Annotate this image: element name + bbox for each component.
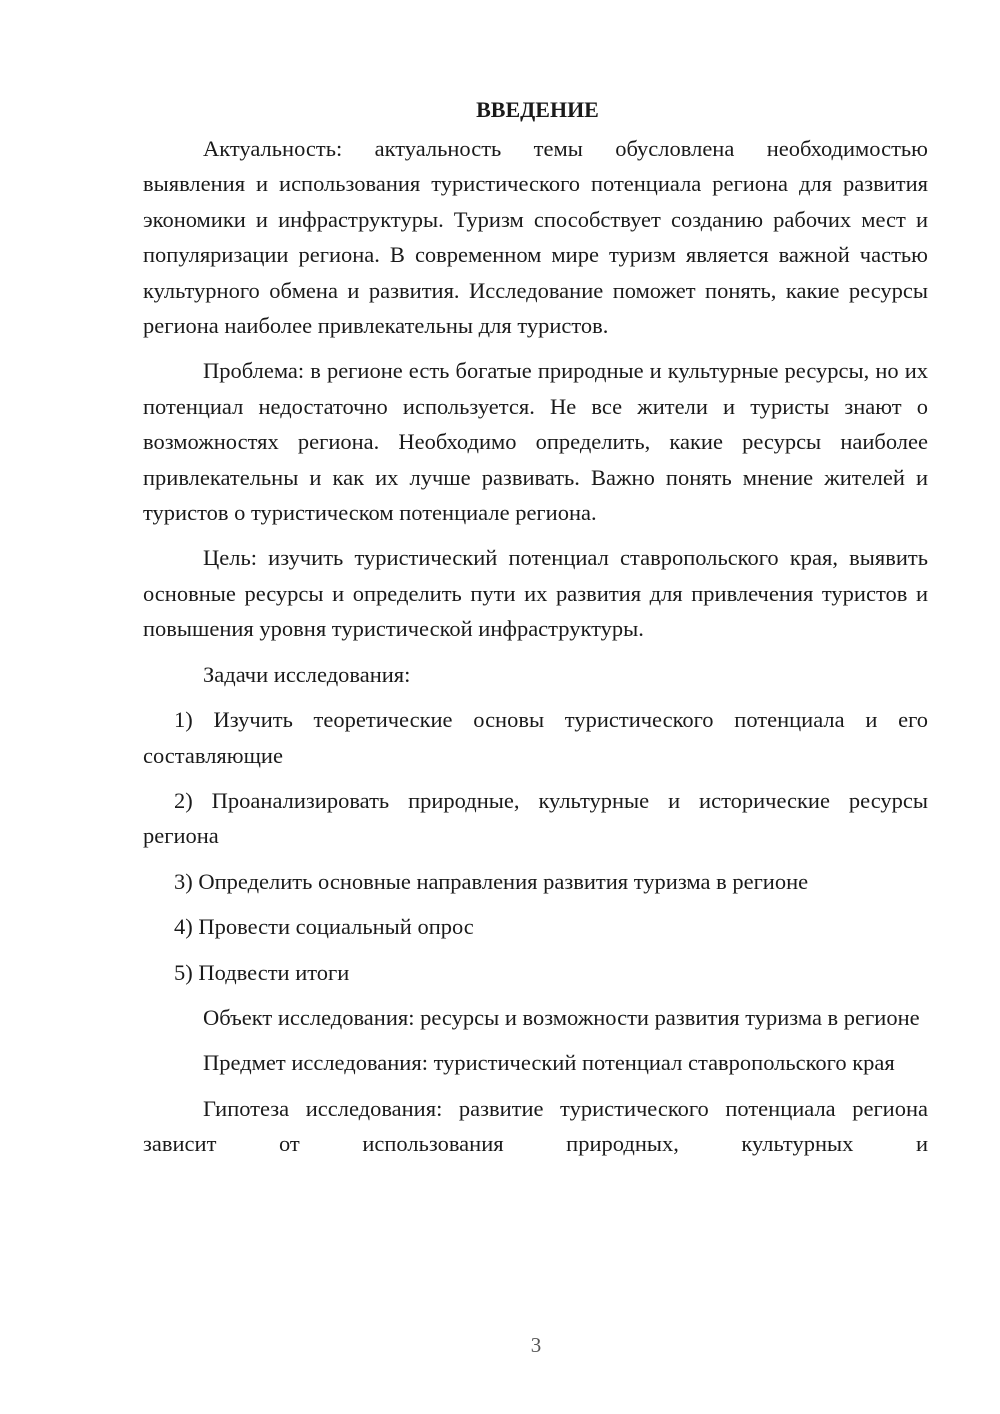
page-title: ВВЕДЕНИЕ: [476, 97, 599, 122]
task-item-5: 5) Подвести итоги: [174, 959, 350, 985]
task-item-4: 4) Провести социальный опрос: [174, 914, 474, 940]
paragraph-goal: Цель: изучить туристический потенциал ставропольского края, выявить основные ресурсы и определить пути их развития для привлечения туристов и повышения уровня туристической инфраструктуры.: [143, 545, 928, 642]
paragraph-hypothesis: Гипотеза исследования: развитие туристического потенциала региона зависит от использования природных, культурных и: [143, 1095, 928, 1157]
tasks-heading: Задачи исследования:: [203, 661, 411, 687]
document-page: [143, 92, 928, 1172]
paragraph-relevance: Актуальность: актуальность темы обусловлена необходимостью выявления и использования туристического потенциала региона для развития экономики и инфраструктуры. Туризм способствует созданию рабочих мест и популяризации региона. В современном мире туризм является важной частью культурного обмена и развития. Исследование поможет понять, какие ресурсы региона наиболее привлекательны для туристов.: [143, 136, 928, 339]
paragraph-object: Объект исследования: ресурсы и возможности развития туризма в регионе: [203, 1004, 920, 1030]
task-item-3: 3) Определить основные направления развития туризма в регионе: [174, 868, 809, 894]
page-number: 3: [530, 1333, 542, 1357]
paragraph-subject: Предмет исследования: туристический потенциал ставропольского края: [203, 1050, 895, 1076]
task-item-1: 1) Изучить теоретические основы туристического потенциала и его составляющие: [143, 707, 928, 768]
task-item-2: 2) Проанализировать природные, культурные и исторические ресурсы региона: [143, 787, 928, 849]
paragraph-problem: Проблема: в регионе есть богатые природные и культурные ресурсы, но их потенциал недостаточно используется. Не все жители и туристы знают о возможностях региона. Необходимо определить, какие ресурсы наиболее привлекательны и как их лучше развивать. Важно понять мнение жителей и туристов о туристическом потенциале региона.: [143, 358, 928, 526]
